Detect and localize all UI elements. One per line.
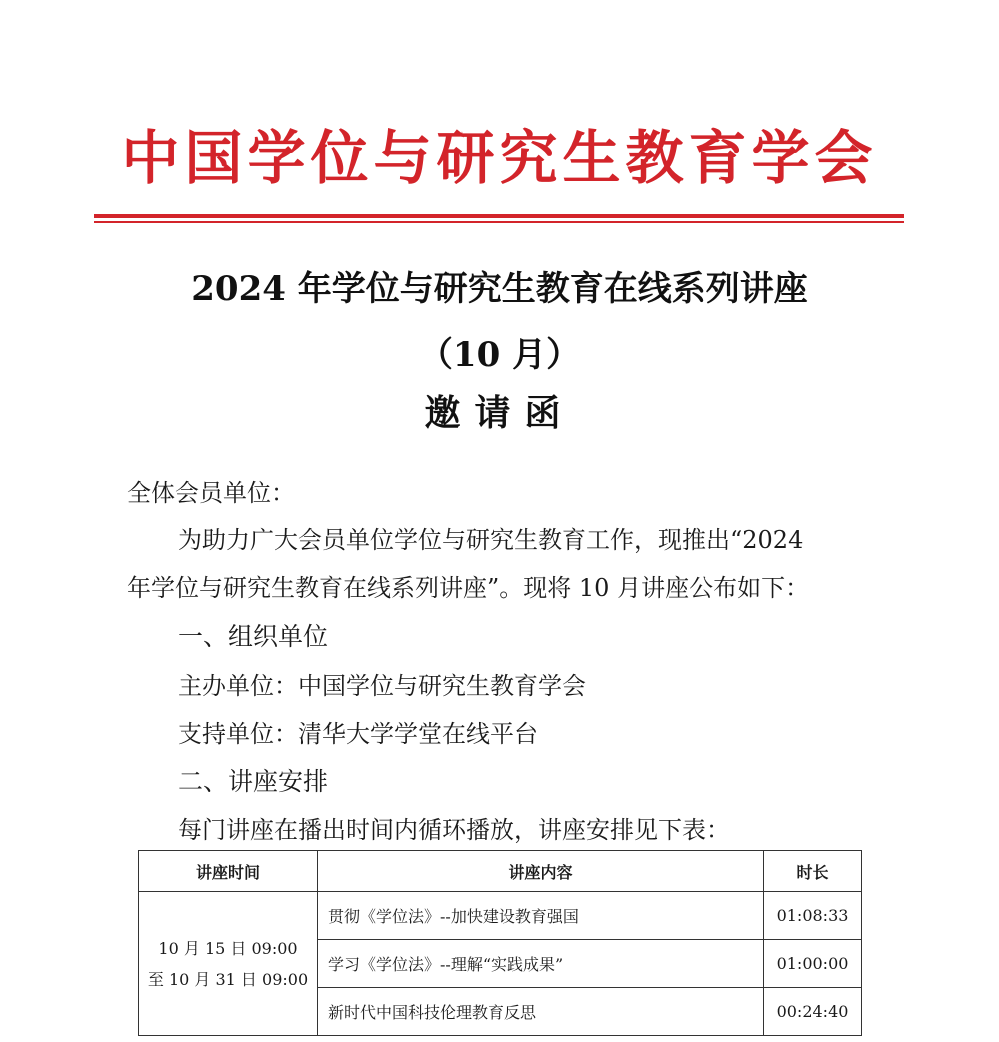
intro-paragraph-line1: 为助力广大会员单位学位与研究生教育工作，现推出“2024 <box>178 526 804 554</box>
lecture-duration: 01:08:33 <box>764 892 862 940</box>
salutation: 全体会员单位： <box>127 479 295 507</box>
lecture-duration: 00:24:40 <box>764 988 862 1036</box>
table-row <box>139 892 862 940</box>
header-lecture-time: 讲座时间 <box>139 851 318 892</box>
lecture-time-end: 至 10 月 31 日 09:00 <box>147 969 309 989</box>
schedule-intro: 每门讲座在播出时间内循环播放，讲座安排见下表： <box>178 816 730 844</box>
lecture-schedule-table <box>138 850 862 1036</box>
table-header-row <box>139 851 862 892</box>
header-duration: 时长 <box>764 851 862 892</box>
header-rule-thick <box>94 214 904 218</box>
document-title: 2024 年学位与研究生教育在线系列讲座 <box>191 269 808 309</box>
header-rule-thin <box>94 221 904 223</box>
support-unit: 支持单位：清华大学学堂在线平台 <box>178 720 538 748</box>
section1-heading: 一、组织单位 <box>178 622 329 651</box>
lecture-content: 新时代中国科技伦理教育反思 <box>318 988 764 1036</box>
lecture-time-cell <box>139 892 318 1036</box>
lecture-content: 学习《学位法》--理解“实践成果” <box>318 940 764 988</box>
document-subtitle-month: （10 月） <box>418 335 581 375</box>
header-lecture-content: 讲座内容 <box>318 851 764 892</box>
document-type-title: 邀请函 <box>424 392 575 434</box>
host-unit: 主办单位：中国学位与研究生教育学会 <box>178 672 586 700</box>
lecture-content: 贯彻《学位法》--加快建设教育强国 <box>318 892 764 940</box>
lecture-time-start: 10 月 15 日 09:00 <box>158 938 298 958</box>
intro-paragraph-line2: 年学位与研究生教育在线系列讲座”。现将 10 月讲座公布如下： <box>127 574 810 602</box>
lecture-duration: 01:00:00 <box>764 940 862 988</box>
section2-heading: 二、讲座安排 <box>178 767 329 796</box>
organization-header: 中国学位与研究生教育学会 <box>121 124 878 192</box>
